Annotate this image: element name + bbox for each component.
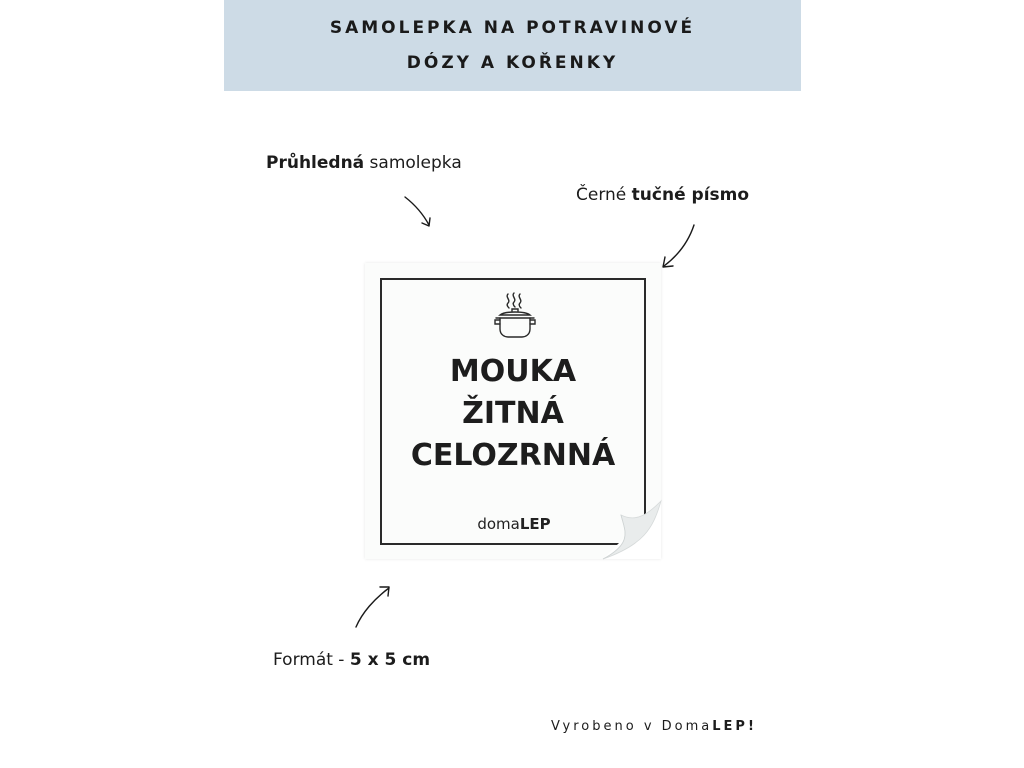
brand-regular: doma — [477, 515, 520, 533]
callout-font-bold: tučné písmo — [631, 185, 750, 205]
callout-transparent-rest: samolepka — [364, 153, 462, 173]
product-name — [365, 351, 661, 477]
product-name-line-3: CELOZRNNÁ — [410, 438, 616, 473]
callout-transparent-sticker — [266, 153, 462, 173]
sticker-preview — [365, 263, 661, 559]
footer-made-by — [551, 719, 757, 734]
peel-corner-icon — [603, 501, 661, 559]
callout-transparent-bold: Průhledná — [266, 153, 365, 173]
cooking-pot-icon — [493, 291, 537, 339]
callout-bold-font — [576, 185, 749, 205]
callout-font-prefix: Černé — [576, 185, 632, 205]
arrow-font-icon — [658, 220, 702, 272]
arrow-transparent-icon — [400, 192, 440, 232]
header-title-line-2: DÓZY A KOŘENKY — [406, 53, 619, 73]
callout-format — [273, 650, 430, 670]
callout-format-prefix: Formát - — [273, 650, 350, 670]
product-name-line-1: MOUKA — [449, 354, 577, 389]
header-banner — [224, 0, 801, 91]
callout-format-bold: 5 x 5 cm — [349, 650, 431, 670]
arrow-format-icon — [352, 581, 396, 631]
product-name-line-2: ŽITNÁ — [462, 396, 564, 431]
footer-prefix: Vyrobeno v Doma — [551, 719, 713, 734]
footer-bold: LEP! — [712, 719, 757, 734]
brand-bold: LEP — [519, 515, 551, 533]
header-title-line-1: SAMOLEPKA NA POTRAVINOVÉ — [329, 18, 696, 38]
